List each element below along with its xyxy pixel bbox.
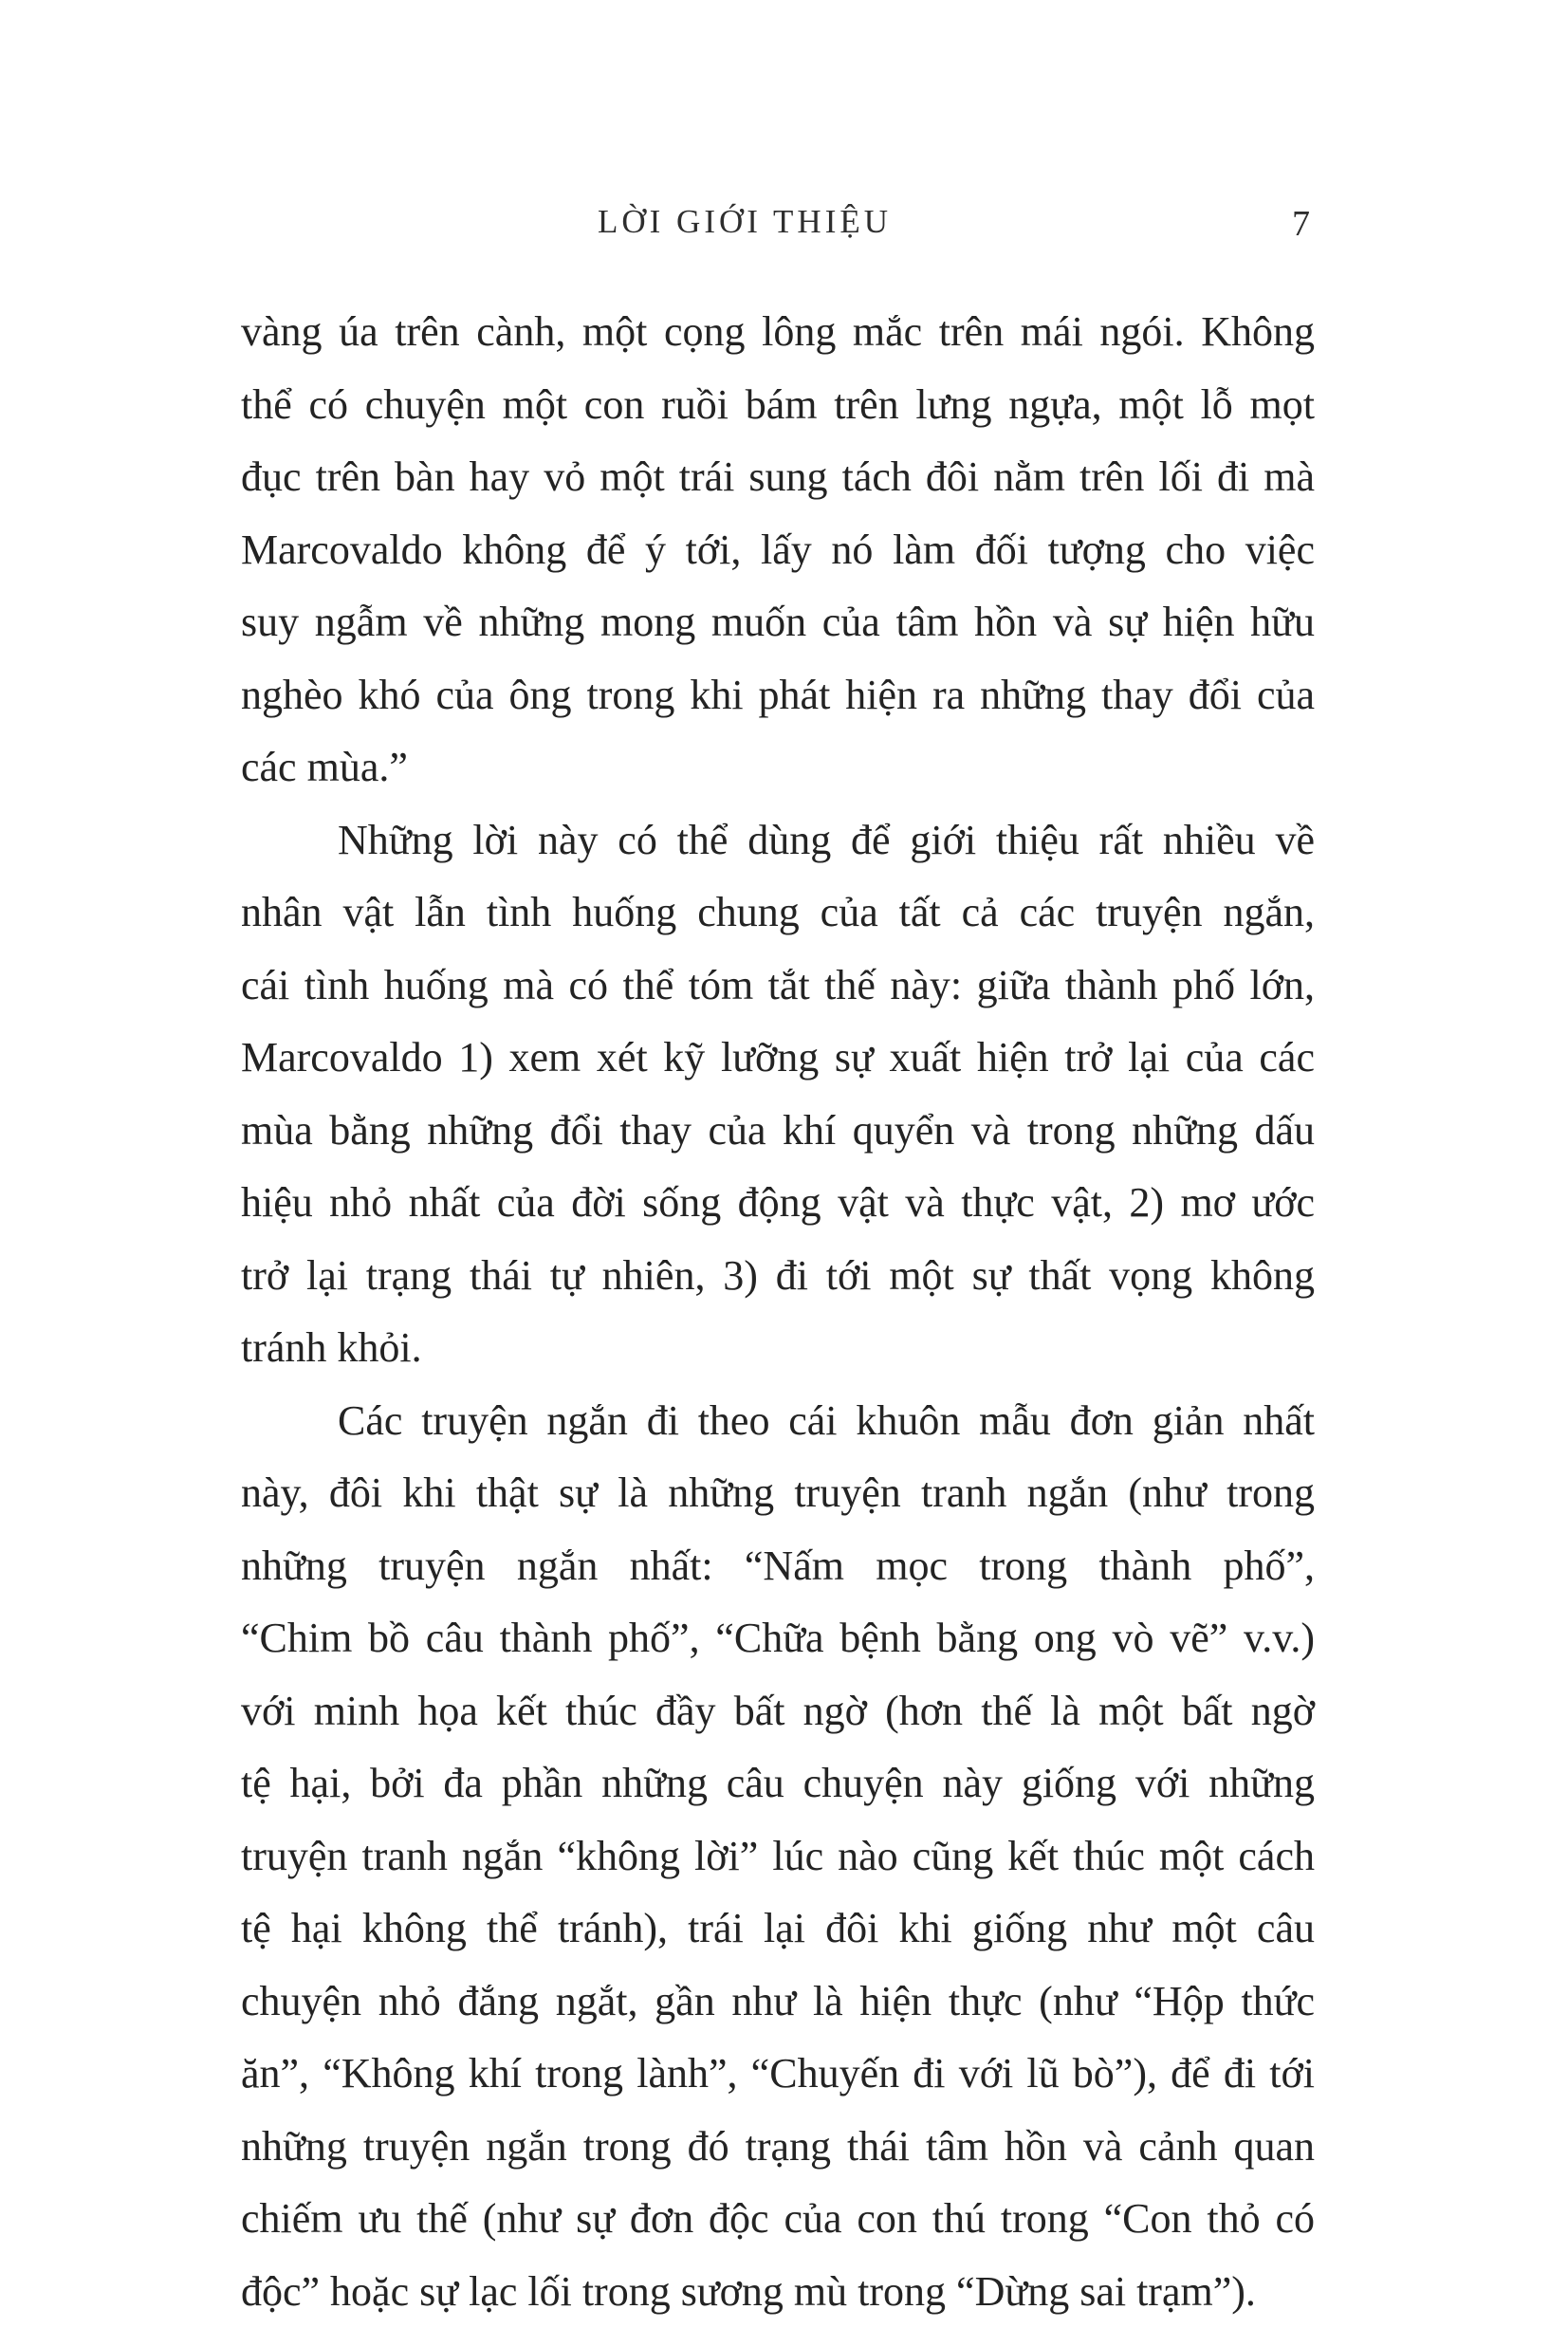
text-line: Marcovaldo 1) xem xét kỹ lưỡng sự xuất hiện trở lại của các — [241, 1022, 1315, 1095]
text-line: thể có chuyện một con ruồi bám trên lưng ngựa, một lỗ mọt — [241, 369, 1315, 442]
text-line: những truyện ngắn trong đó trạng thái tâm hồn và cảnh quan — [241, 2111, 1315, 2184]
text-line: đục trên bàn hay vỏ một trái sung tách đôi nằm trên lối đi mà — [241, 441, 1315, 514]
text-line: Marcovaldo không để ý tới, lấy nó làm đối tượng cho việc — [241, 514, 1315, 587]
page-number: 7 — [1292, 203, 1310, 245]
text-line: nhân vật lẫn tình huống chung của tất cả các truyện ngắn, — [241, 877, 1315, 950]
text-line: với minh họa kết thúc đầy bất ngờ (hơn thế là một bất ngờ — [241, 1675, 1315, 1748]
text-line: những truyện ngắn nhất: “Nấm mọc trong thành phố”, — [241, 1530, 1315, 1603]
text-line: “Chim bồ câu thành phố”, “Chữa bệnh bằng ong vò vẽ” v.v.) — [241, 1602, 1315, 1675]
text-line: chuyện nhỏ đắng ngắt, gần như là hiện thực (như “Hộp thức — [241, 1966, 1315, 2039]
text-line: chiếm ưu thế (như sự đơn độc của con thú trong “Con thỏ có — [241, 2183, 1315, 2256]
text-line: ăn”, “Không khí trong lành”, “Chuyến đi với lũ bò”), để đi tới — [241, 2038, 1315, 2111]
text-line: Những lời này có thể dùng để giới thiệu rất nhiều về — [241, 804, 1315, 878]
running-header: LỜI GIỚI THIỆU — [598, 203, 892, 241]
text-line: suy ngẫm về những mong muốn của tâm hồn và sự hiện hữu — [241, 586, 1315, 659]
paragraph — [241, 804, 1315, 1385]
text-line: vàng úa trên cành, một cọng lông mắc trên mái ngói. Không — [241, 296, 1315, 369]
text-line: tránh khỏi. — [241, 1312, 1315, 1385]
text-line: nghèo khó của ông trong khi phát hiện ra những thay đổi của — [241, 659, 1315, 732]
text-line: tệ hại, bởi đa phần những câu chuyện này giống với những — [241, 1747, 1315, 1820]
text-line: các mùa.” — [241, 731, 1315, 804]
text-line: tệ hại không thể tránh), trái lại đôi khi giống như một câu — [241, 1893, 1315, 1966]
text-line: truyện tranh ngắn “không lời” lúc nào cũng kết thúc một cách — [241, 1820, 1315, 1894]
text-line: cái tình huống mà có thể tóm tắt thế này: giữa thành phố lớn, — [241, 950, 1315, 1023]
paragraph — [241, 1385, 1315, 2328]
text-line: này, đôi khi thật sự là những truyện tranh ngắn (như trong — [241, 1457, 1315, 1530]
body-text — [241, 296, 1315, 2328]
text-line: mùa bằng những đổi thay của khí quyển và trong những dấu — [241, 1095, 1315, 1168]
paragraph — [241, 296, 1315, 804]
text-line: hiệu nhỏ nhất của đời sống động vật và thực vật, 2) mơ ước — [241, 1167, 1315, 1240]
text-line: Các truyện ngắn đi theo cái khuôn mẫu đơn giản nhất — [241, 1385, 1315, 1458]
text-line: trở lại trạng thái tự nhiên, 3) đi tới một sự thất vọng không — [241, 1240, 1315, 1313]
text-line: độc” hoặc sự lạc lối trong sương mù trong “Dừng sai trạm”). — [241, 2256, 1315, 2328]
